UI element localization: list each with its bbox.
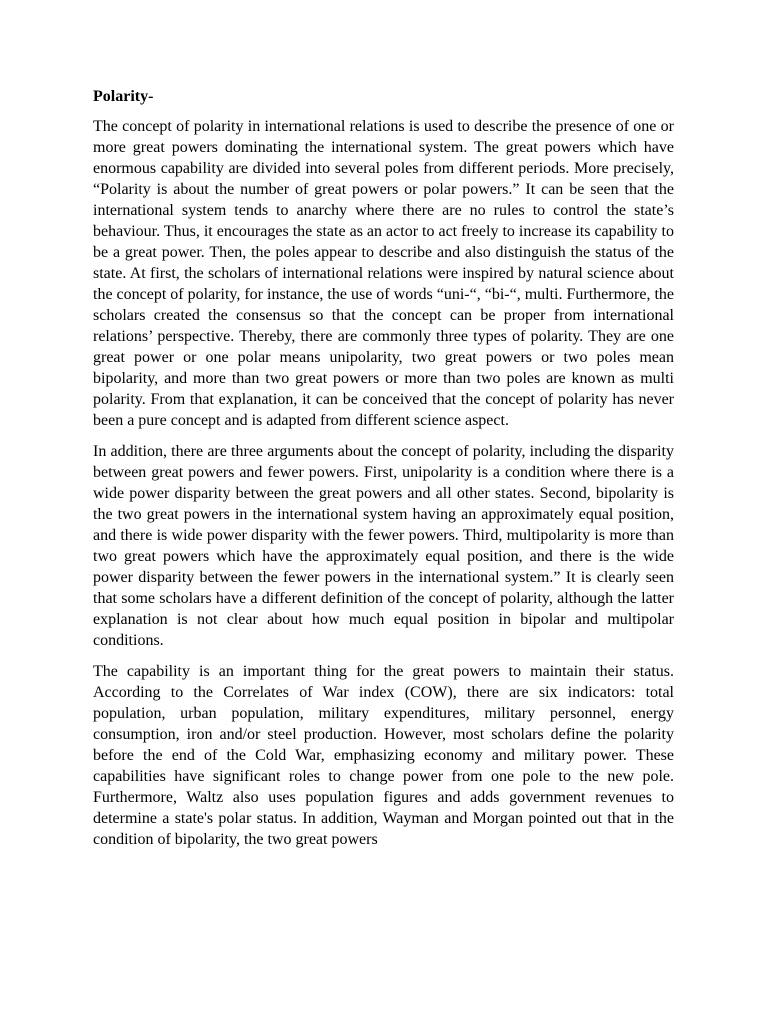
paragraph-polarity-arguments: In addition, there are three arguments about the concept of polarity, including the disparity between great powers and fewer powers. First, unipolarity is a condition where there is a wide power disparity between the great powers and all other states. Second, bipolarity is the two great powers in the international system having an approximately equal position, and there is wide power disparity with the fewer powers. Third, multipolarity is more than two great powers which have the approximately equal position, and there is the wide power disparity between the fewer powers in the international system.” It is clearly seen that some scholars have a different definition of the concept of polarity, although the latter explanation is not clear about how much equal position in bipolar and multipolar conditions. xyxy=(93,443,674,649)
document-page xyxy=(93,86,674,860)
section-heading: Polarity- xyxy=(93,88,154,105)
paragraph-capability: The capability is an important thing for the great powers to maintain their status. According to the Correlates of War index (COW), there are six indicators: total population, urban population, military expenditures, military personnel, energy consumption, iron and/or steel production. However, most scholars define the polarity before the end of the Cold War, emphasizing economy and military power. These capabilities have significant roles to change power from one pole to the new pole. Furthermore, Waltz also uses population figures and adds government revenues to determine a state's polar status. In addition, Wayman and Morgan pointed out that in the condition of bipolarity, the two great powers xyxy=(93,663,674,848)
paragraph-polarity-concept: The concept of polarity in international relations is used to describe the presence of one or more great powers dominating the international system. The great powers which have enormous capability are divided into several poles from different periods. More precisely, “Polarity is about the number of great powers or polar powers.” It can be seen that the international system tends to anarchy where there are no rules to control the state’s behaviour. Thus, it encourages the state as an actor to act freely to increase its capability to be a great power. Then, the poles appear to describe and also distinguish the status of the state. At first, the scholars of international relations were inspired by natural science about the concept of polarity, for instance, the use of words “uni-“, “bi-“, multi. Furthermore, the scholars created the consensus so that the concept can be proper from international relations’ perspective. Thereby, there are commonly three types of polarity. They are one great power or one polar means unipolarity, two great powers or two poles mean bipolarity, and more than two great powers or more than two poles are known as multi polarity. From that explanation, it can be conceived that the concept of polarity has never been a pure concept and is adapted from different science aspect. xyxy=(93,118,674,429)
